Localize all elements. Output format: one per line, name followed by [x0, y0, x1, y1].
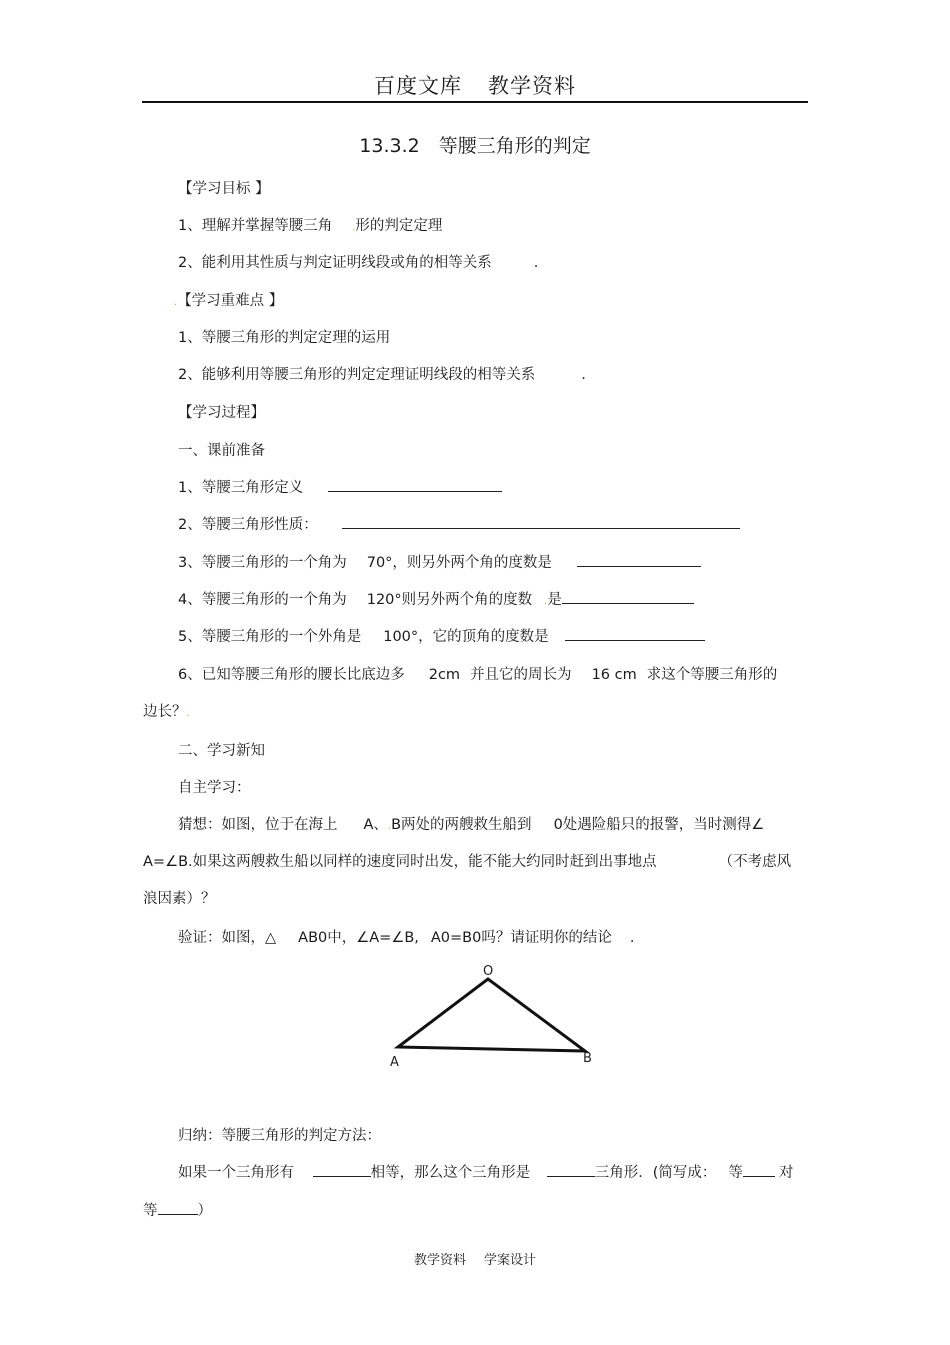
answer-blank[interactable]: [743, 1162, 775, 1177]
keypoints-item-2: 2、能够利用等腰三角形的判定定理证明线段的相等关系 .: [178, 367, 586, 383]
answer-blank[interactable]: [577, 552, 701, 567]
conjecture-line-2: A=∠B.如果这两艘救生船以同样的速度同时出发，能不能大约同时赶到出事地点 （不考虑风: [143, 854, 792, 870]
self-study-label: 自主学习：: [178, 780, 251, 796]
question-3: 3、等腰三角形的一个角为 70°，则另外两个角的度数是: [178, 551, 701, 572]
answer-blank[interactable]: [313, 1162, 371, 1177]
question-1: 1、等腰三角形定义: [178, 476, 502, 497]
page-title: 13.3.2 等腰三角形的判定: [359, 135, 591, 157]
answer-blank[interactable]: [158, 1200, 198, 1215]
answer-blank[interactable]: [565, 626, 705, 641]
goals-heading: 【学习目标 】: [178, 181, 270, 197]
question-6: 6、已知等腰三角形的腰长比底边多 2cm 并且它的周长为 16 cm 求这个等腰三角形的: [178, 667, 778, 683]
stray-dot: .: [352, 222, 356, 233]
verify-line: 验证：如图，△ AB0中，∠A=∠B, A0=B0吗？请证明你的结论 .: [178, 930, 635, 946]
section-2-title: 二、学习新知: [178, 743, 265, 759]
goals-item-1: 1、理解并掌握等腰三角 .形的判定定理: [178, 218, 443, 234]
vertex-label-a: A: [390, 1055, 399, 1070]
header-left: 百度文库: [374, 74, 462, 98]
question-4: 4、等腰三角形的一个角为 120°则另外两个角的度数 .是: [178, 588, 694, 609]
goals-item-2: 2、能利用其性质与判定证明线段或角的相等关系 .: [178, 255, 539, 271]
header-rule: [142, 101, 808, 103]
answer-blank[interactable]: [547, 1162, 595, 1177]
answer-blank[interactable]: [328, 477, 502, 492]
rule-line-1: 如果一个三角形有 相等，那么这个三角形是 三角形．(简写成： 等 对: [178, 1161, 793, 1182]
question-2: 2、等腰三角形性质：: [178, 513, 740, 534]
question-6-cont: 边长？.: [143, 704, 190, 720]
answer-blank[interactable]: [342, 514, 740, 529]
answer-blank[interactable]: [562, 589, 694, 604]
header-right: 教学资料: [488, 74, 576, 98]
page-footer: [0, 1249, 950, 1268]
footer-left: 教学资料: [413, 1253, 466, 1268]
process-heading: 【学习过程】: [178, 405, 265, 421]
vertex-label-b: B: [583, 1051, 592, 1066]
footer-right: 学案设计: [484, 1253, 537, 1268]
conjecture-line-1: 猜想：如图，位于在海上 A、.B两处的两艘救生船到 0处遇险船只的报警，当时测得∠: [178, 817, 765, 833]
triangle-figure: [380, 958, 610, 1078]
triangle-aob: [398, 979, 585, 1051]
conjecture-line-3: 浪因素）？: [143, 891, 216, 907]
page-header: [0, 70, 950, 100]
keypoints-item-1: 1、等腰三角形的判定定理的运用: [178, 330, 391, 346]
section-1-title: 一、课前准备: [178, 443, 265, 459]
rule-line-2: 等 ）: [143, 1199, 212, 1220]
vertex-label-o: O: [483, 964, 494, 979]
question-5: 5、等腰三角形的一个外角是 100°，它的顶角的度数是: [178, 625, 705, 646]
keypoints-heading: .【学习重难点 】: [174, 293, 284, 309]
summary-heading: 归纳：等腰三角形的判定方法：: [178, 1128, 381, 1144]
